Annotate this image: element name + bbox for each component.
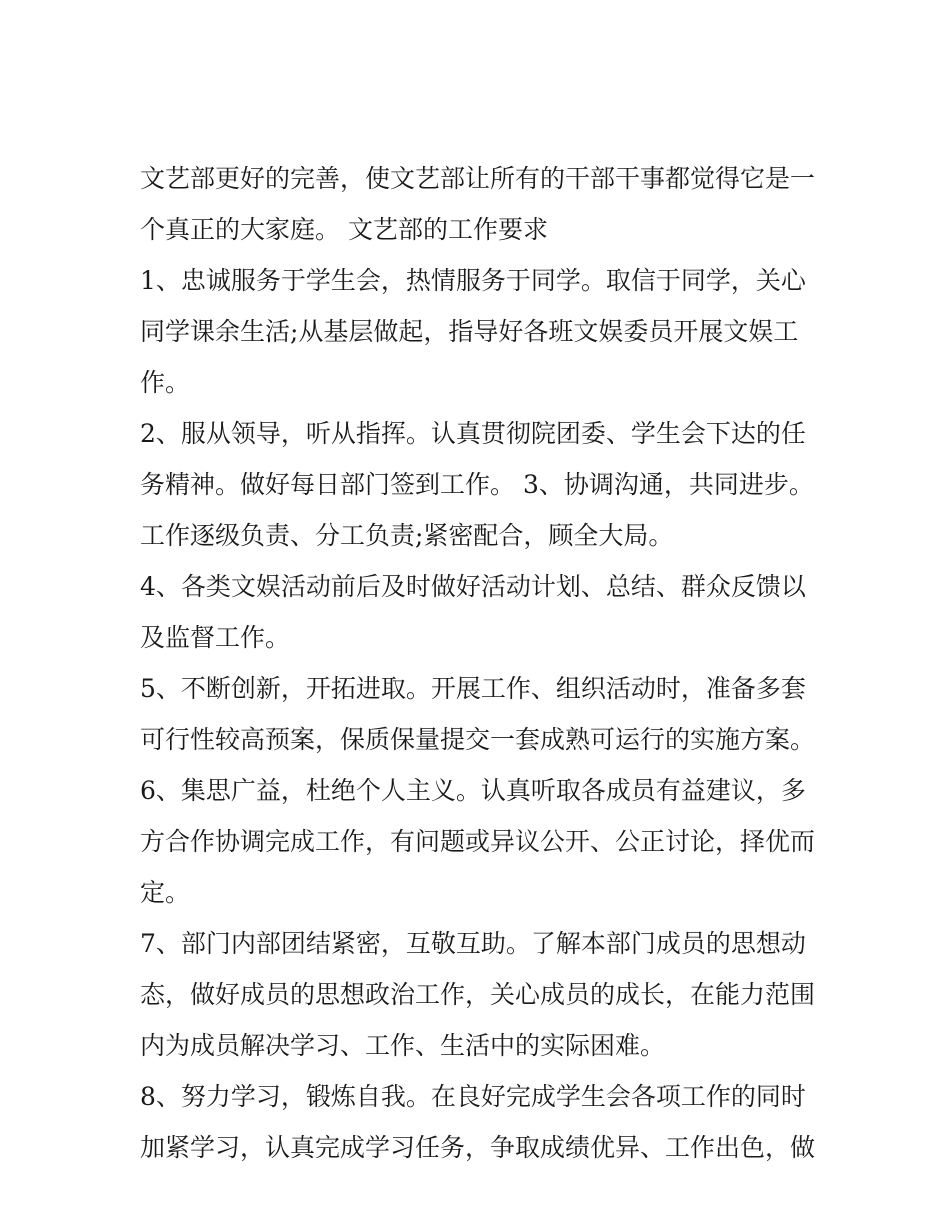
text-line: 内为成员解决学习、工作、生活中的实际困难。 [140,1031,666,1060]
text-line: 2、服从领导，听从指挥。认真贯彻院团委、学生会下达的任 [140,419,806,448]
text-line: 加紧学习，认真完成学习任务，争取成绩优异、工作出色，做 [140,1133,816,1162]
text-line: 定。 [140,878,191,907]
text-line: 及监督工作。 [140,623,291,652]
text-line: 6、集思广益，杜绝个人主义。认真听取各成员有益建议，多 [140,776,806,805]
text-line: 态，做好成员的思想政治工作，关心成员的成长，在能力范围 [140,980,816,1009]
text-line: 5、不断创新，开拓进取。开展工作、组织活动时，准备多套 [140,674,806,703]
text-line: 文艺部更好的完善，使文艺部让所有的干部干事都觉得它是一 [140,164,816,193]
text-line: 务精神。做好每日部门签到工作。 3、协调沟通，共同进步。 [140,470,814,499]
text-line: 方合作协调完成工作，有问题或异议公开、公正讨论，择优而 [140,827,816,856]
text-line: 作。 [140,368,191,397]
text-line: 工作逐级负责、分工负责;紧密配合，顾全大局。 [140,521,674,550]
text-line: 1、忠诚服务于学生会，热情服务于同学。取信于同学，关心 [140,266,806,295]
text-line: 8、努力学习，锻炼自我。在良好完成学生会各项工作的同时 [140,1082,806,1111]
text-line: 7、部门内部团结紧密，互敬互助。了解本部门成员的思想动 [140,929,806,958]
text-line: 可行性较高预案，保质保量提交一套成熟可运行的实施方案。 [140,725,816,754]
text-line: 同学课余生活;从基层做起，指导好各班文娱委员开展文娱工 [140,317,799,346]
text-line: 个真正的大家庭。 文艺部的工作要求 [140,215,548,244]
text-line: 4、各类文娱活动前后及时做好活动计划、总结、群众反馈以 [140,572,806,601]
document-body [140,153,820,1173]
